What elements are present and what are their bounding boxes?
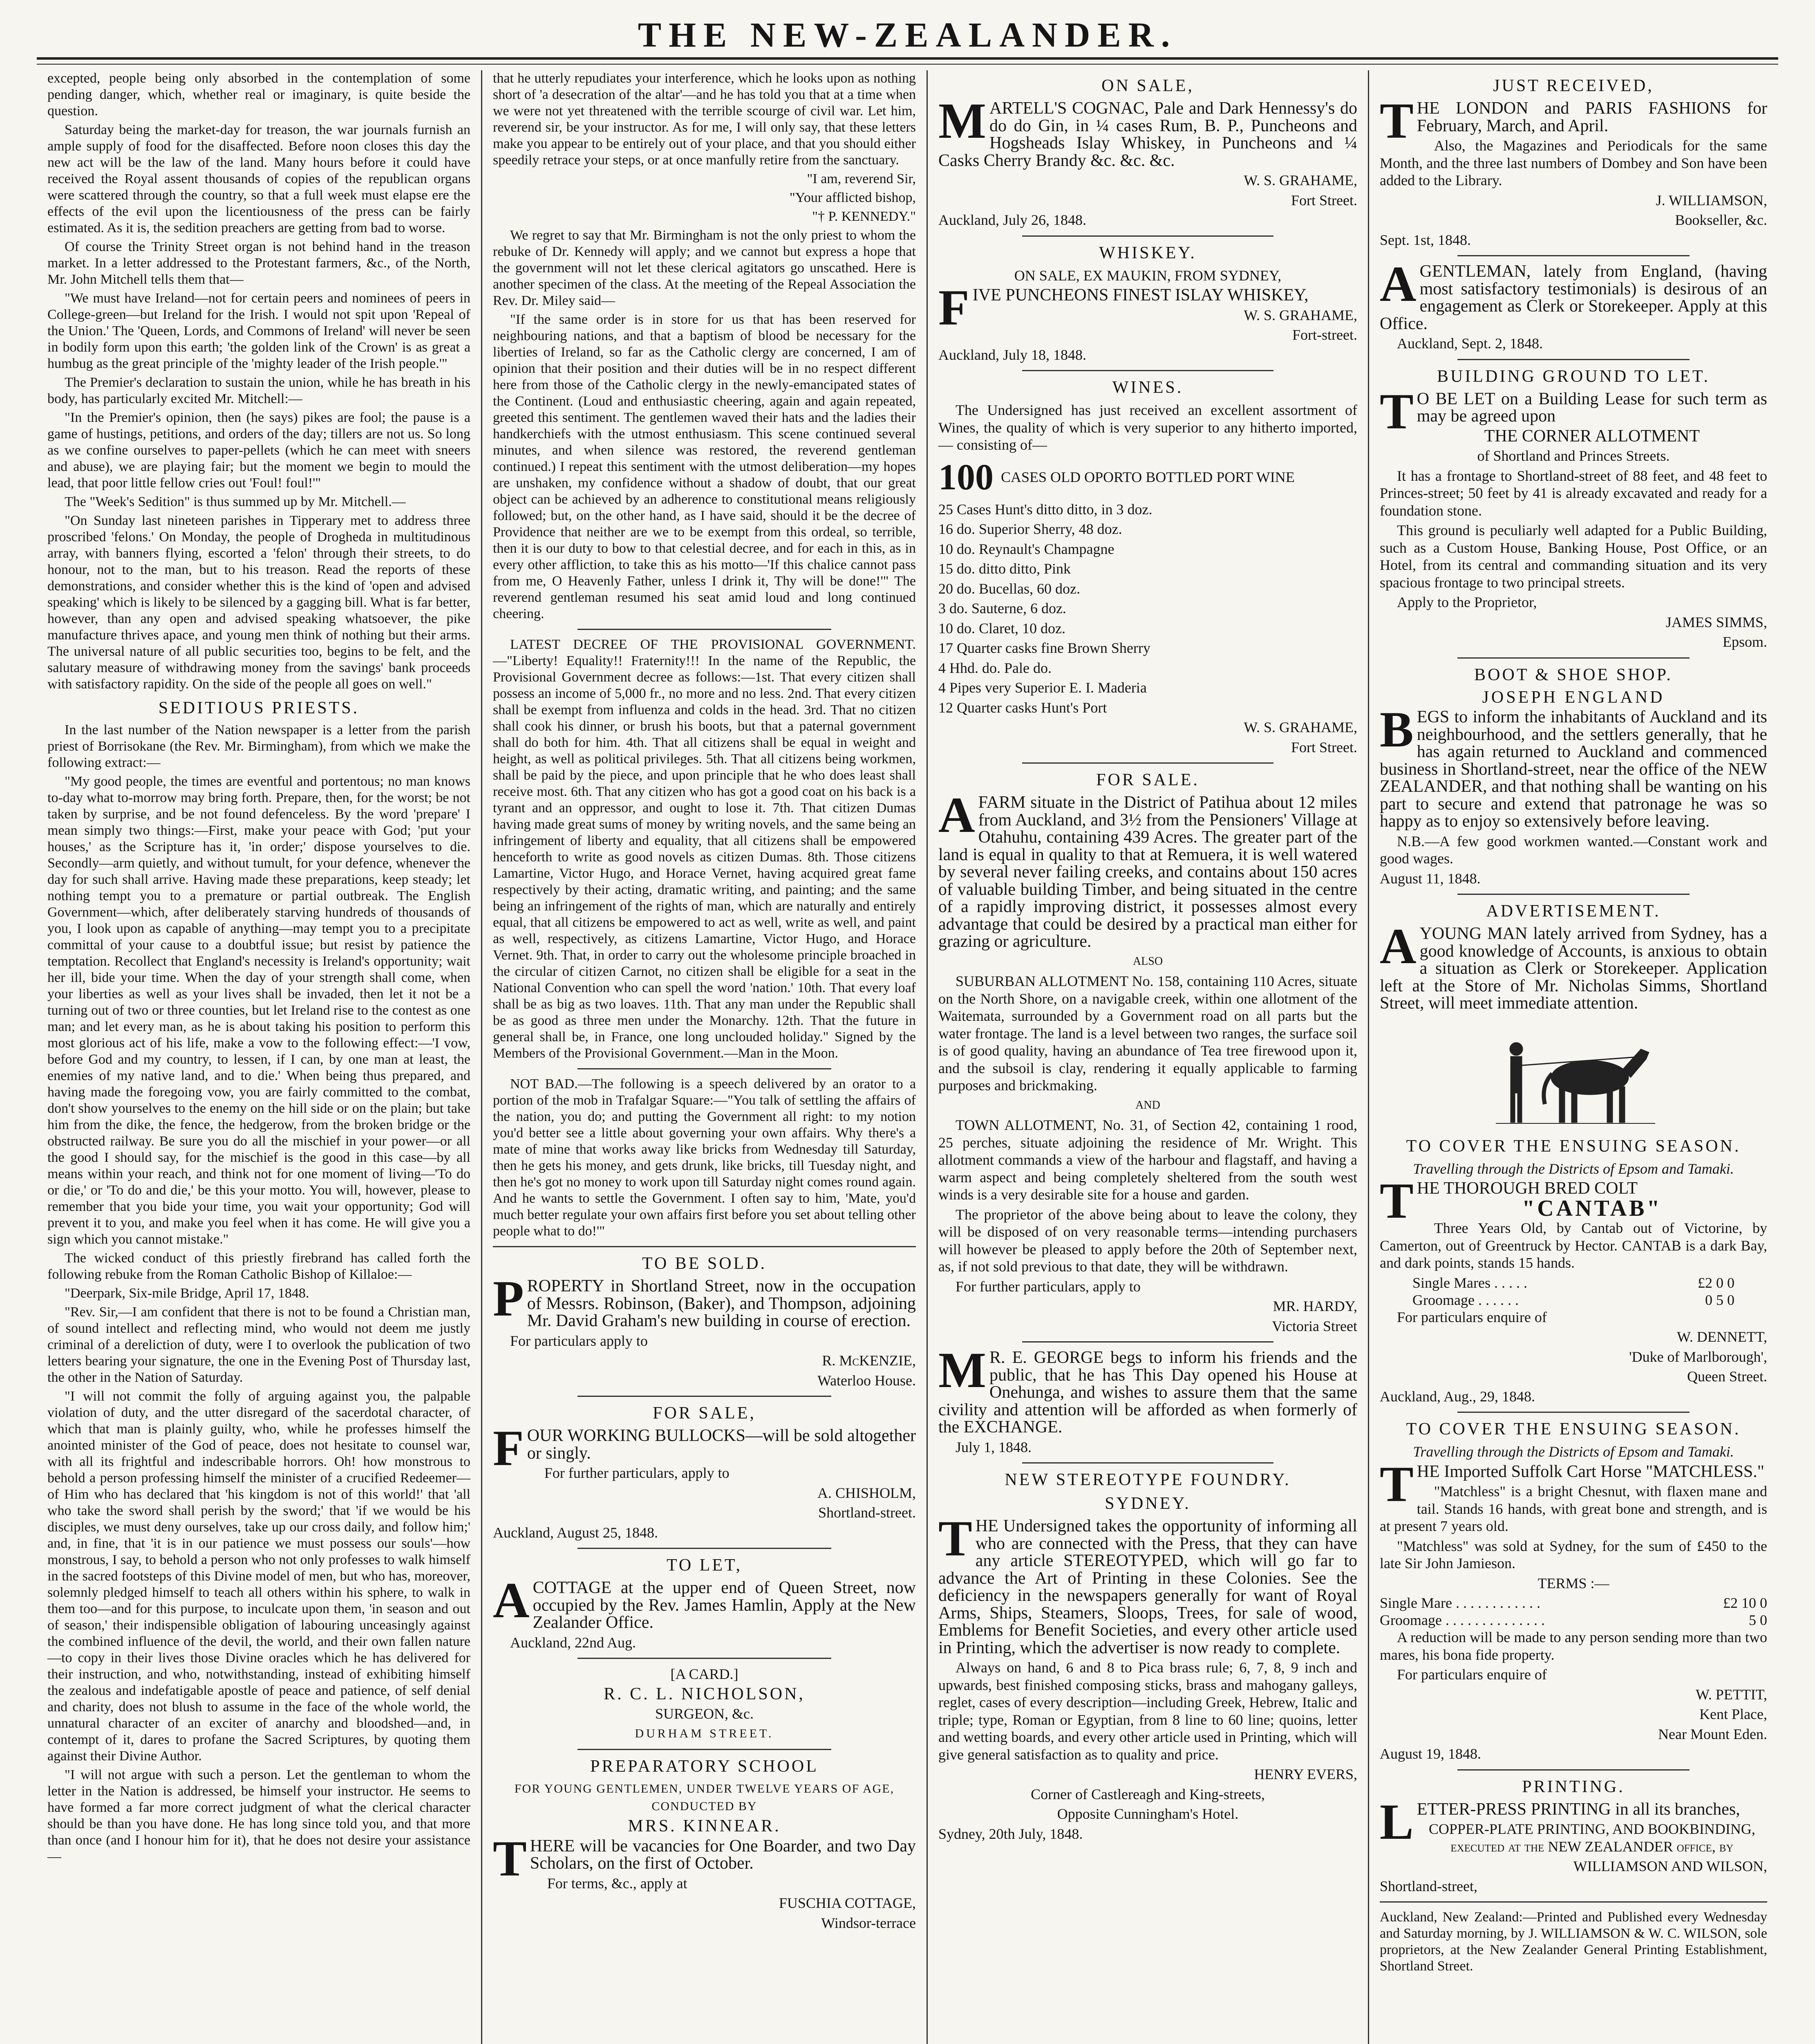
ad-body: The proprietor of the above being about to leave the colony, they will be disposed of on very reasonable terms—intending purchasers will however be pleased to apply before the 20th of September next, as, if not sold previous to that date, they will be withdrawn. <box>938 1206 1357 1275</box>
ad-place: FUSCHIA COTTAGE, <box>779 1895 916 1911</box>
horse-tail-shape <box>1544 1074 1552 1104</box>
ad-body: MARTELL'S COGNAC, Pale and Dark Hennessy's do do do Gin, in ¼ cases Rum, B. P., Puncheons and Hogsheads Islay Whiskey, in Puncheons and ¼ Casks Cherry Brandy &c. &c. &c. <box>938 93 1357 170</box>
ad-heading-stereotype-foundry: NEW STEREOTYPE FOUNDRY. <box>1005 1470 1291 1489</box>
ad-heading-whiskey: WHISKEY. <box>1099 243 1197 262</box>
article-paragraph: In the last number of the Nation newspaper is a letter from the parish priest of Borrisokane (the Rev. Mr. Birmingham), from which we make the following extract:— <box>47 722 470 770</box>
ad-signature: R. McKENZIE, <box>822 1352 916 1369</box>
ad-heading-sydney: SYDNEY. <box>1105 1494 1191 1513</box>
horse-leg-shape <box>1559 1088 1565 1123</box>
fee-row <box>1380 1611 1767 1629</box>
wine-item: 10 do. Reynault's Champagne <box>938 540 1115 557</box>
divider <box>577 1658 831 1659</box>
ad-body: AFARM situate in the District of Patihua about 12 miles from Auckland, and 3½ from the Pensioners' Village at Otahuhu, containing 439 Acres. The greater part of the land is equal in quality to that at Remuera, it is well watered by several never failing creeks, and contains about 150 acres of valuable building Timber, and being situated in the centre of a rapidly improving district, it possesses almost every advantage that could be desired by a practical man either for grazing or agriculture. <box>938 787 1357 951</box>
ad-heading-to-cover-2: TO COVER THE ENSUING SEASON. <box>1406 1420 1741 1439</box>
horse-leg-shape <box>1571 1089 1577 1123</box>
divider <box>1022 1341 1273 1342</box>
ad-place: Queen Street. <box>1687 1368 1767 1385</box>
ad-place: Near Mount Eden. <box>1658 1726 1767 1742</box>
ad-heading-boot-shoe: BOOT & SHOE SHOP. <box>1474 665 1673 684</box>
article-paragraph: "I will not argue with such a person. Let the gentleman to whom the letter in the Nation is addressed, be himself your instructor. He seems to have formed a far more correct judgment of what the clerical character should be than you have done. He has long since told you, and that more than once (and I honour him for it), that he does not desire your assistance— <box>47 1767 470 1864</box>
ad-body: THERE will be vacancies for One Boarder, and two Day Scholars, on the first of October. <box>493 1830 916 1887</box>
wine-item: 4 Pipes very Superior E. I. Maderia <box>938 679 1147 696</box>
article-paragraph: excepted, people being only absorbed in the contemplation of some pending danger, which, whether real or imaginary, is quite beside the question. <box>47 71 470 119</box>
horse-leg-shape <box>1607 1088 1613 1123</box>
divider <box>1022 1462 1273 1464</box>
article-paragraph: "In the Premier's opinion, then (he says) pikes are fool; the pause is a game of hustings, petitions, and orders of the day; tillers are not us. So long as we confine ourselves to paper-pellets (which he can meet with sneers and abuse), we are playing fair; but the moment we begin to mould the lead, that poor little fellow cries out 'Foul! foul!'" <box>47 410 470 491</box>
card-street: DURHAM STREET. <box>635 1726 774 1740</box>
school-name: MRS. KINNEAR. <box>628 1817 781 1836</box>
ad-place: Waterloo House. <box>817 1372 916 1389</box>
divider <box>1457 1412 1690 1413</box>
divider <box>493 1246 916 1247</box>
column-3 <box>928 70 1369 2044</box>
fee-value: £2 10 0 <box>1723 1595 1767 1611</box>
ad-apply: For terms, &c., apply at <box>547 1875 687 1892</box>
wine-item: 20 do. Bucellas, 60 doz. <box>938 580 1080 597</box>
groom-body-shape <box>1511 1056 1522 1093</box>
signoff-line: "Your afflicted bishop, <box>789 190 916 205</box>
ad-signature: A. CHISHOLM, <box>817 1484 916 1501</box>
card-name: R. C. L. NICHOLSON, <box>604 1684 805 1703</box>
ad-heading-just-received: JUST RECEIVED, <box>1493 76 1654 95</box>
printer-imprint: Auckland, New Zealand:—Printed and Published every Wednesday and Saturday morning, by J. WILLIAMSON & W. C. WILSON, sole proprietors, at the New Zealander General Printing Establishment, Shortland Street. <box>1380 1910 1767 1974</box>
ad-sub: COPPER-PLATE PRINTING, AND BOOKBINDING, executed at the NEW ZEALANDER office, by <box>1428 1821 1755 1855</box>
divider <box>1457 255 1690 256</box>
ad-place: Fort Street. <box>1291 739 1357 755</box>
article-paragraph: We regret to say that Mr. Birmingham is not the only priest to whom the rebuke of Dr. Kennedy will apply; and we cannot but express a hope that the government will not let these clerical agitators go unscathed. Here is another specimen of the class. At the meeting of the Repeal Association the Rev. Dr. Miley said— <box>493 228 916 308</box>
ad-body: Always on hand, 6 and 8 to Pica brass rule; 6, 7, 8, 9 inch and upwards, best finished composing sticks, brass and mahogany galleys, reglet, cases of every description—including Greek, Hebrew, Italic and triple; type, Roman or Egyptian, from 8 line to 60 line; quoins, letter and wetting boards, and every other article used in Printing, which will give general satisfaction as to quality and price. <box>938 1659 1357 1763</box>
ad-date: Auckland, August 25, 1848. <box>493 1524 658 1541</box>
wine-lead <box>938 456 1357 498</box>
article-paragraph: "If the same order is in store for us that has been reserved for neighbouring nations, and that a baptism of blood be necessary for the liberties of Ireland, so far as the Catholic clergy are concerned, I am of opinion that their position and their duties will be in no respect different here from those of the Catholic clergy in the newly-emancipated states of the Continent. (Loud and enthusiastic cheering, again and again repeated, greeted this sentiment. The gentlemen waved their hats and the ladies their handkerchiefs with the utmost enthusiasm. This scene continued several minutes, and when silence was restored, the reverend gentleman continued.) I repeat this sentiment with the utmost deliberation—my hopes are unshaken, my confidence without a shadow of doubt, that our great object can be achieved by an adherence to constitutional means religiously followed; but, on the other hand, as I have said, should it be the decree of Providence that neither are we to be exempt from this ordeal, so terrible, then it is our duty to bow to that celestial decree, and for each in this, as in every other affliction, to take this as his motto—'If this chalice cannot pass from me, O Heavenly Father, unless I drink it, Thy will be done!'" The reverend gentleman resumed his seat amid loud and long continued cheering. <box>493 312 916 621</box>
ad-signature: WILLIAMSON AND WILSON, <box>1573 1858 1767 1874</box>
horse-leg-shape <box>1619 1087 1625 1123</box>
ad-sub: Travelling through the Districts of Epsom and Tamaki. <box>1413 1160 1734 1177</box>
ad-sub: THE CORNER ALLOTMENT <box>1484 426 1700 446</box>
ad-place: Fort Street. <box>1291 192 1357 208</box>
divider <box>577 1396 831 1397</box>
divider <box>1457 657 1690 659</box>
ad-date: Sydney, 20th July, 1848. <box>938 1825 1083 1842</box>
ad-body: This ground is peculiarly well adapted for a Public Building, such as a Custom House, Banking House, Post Office, or an Hotel, from its central and commanding situation and its very spacious frontage to two principal streets. <box>1380 522 1767 591</box>
divider <box>1457 1769 1690 1771</box>
ad-body-gentleman: AGENTLEMAN, lately from England, (having most satisfactory testimonials) is desirous of an engagement as Clerk or Storekeeper. Apply at this Office. <box>1380 256 1767 333</box>
ad-body: FOUR WORKING BULLOCKS—will be sold altogether or singly. <box>493 1420 916 1476</box>
divider <box>1380 1901 1767 1903</box>
fee-row <box>1380 1291 1767 1309</box>
ad-body: Also, the Magazines and Periodicals for the same Month, and the three last numbers of Dombey and Son have been added to the Library. <box>1380 137 1767 188</box>
ad-place: Epsom. <box>1722 634 1767 650</box>
column-2 <box>482 70 928 2044</box>
school-sub: FOR YOUNG GENTLEMEN, UNDER TWELVE YEARS OF AGE, CONDUCTED BY <box>514 1782 895 1813</box>
divider <box>577 1068 831 1069</box>
ad-date: Auckland, 22nd Aug. <box>510 1634 636 1651</box>
horse-name-cantab: "CANTAB" <box>1522 1195 1662 1221</box>
article-paragraph: "Rev. Sir,—I am confident that there is not to be found a Christian man, of sound intellect and reflecting mind, who would not deem me justly criminal of a dereliction of duty, were I to overlook the publication of two letters bearing your signature, the one in the Evening Post of Thursday last, the other in the Nation of Saturday. <box>47 1304 470 1385</box>
ad-apply: For particulars apply to <box>510 1332 648 1349</box>
ad-body: THE Undersigned takes the opportunity of informing all who are connected with the Press, that they can have any article STEREOTYPED, which will go far to advance the Art of Printing in these Colonies. See the deficiency in the newspapers generally for want of Royal Arms, Ships, Steamers, Sloops, Trees, for sale of wood, Emblems for Benefit Societies, and every other article used in Printing, which the advertiser is now ready to complete. <box>938 1511 1357 1657</box>
ad-body: TO BE LET on a Building Lease for such term as may be agreed upon <box>1380 383 1767 439</box>
signoff-name: "† P. KENNEDY." <box>812 209 916 224</box>
divider <box>1022 762 1273 764</box>
ad-apply: For particulars enquire of <box>1397 1666 1547 1683</box>
ad-body: BEGS to inform the inhabitants of Auckland and its neighbourhood, and the settlers generally, that he has again returned to Auckland and commenced business in Shortland-street, near the office of the NEW ZEALANDER, and that nothing shall be wanting on his part to secure and extend that patronage he was so happy as to enjoy so extensively before leaving. <box>1380 702 1767 831</box>
wine-item: 16 do. Superior Sherry, 48 doz. <box>938 521 1122 537</box>
ad-apply: For further particulars, apply to <box>544 1465 730 1481</box>
ad-date: Auckland, Sept. 2, 1848. <box>1397 335 1543 352</box>
ad-heading-for-sale: FOR SALE, <box>653 1404 756 1423</box>
ad-date: August 19, 1848. <box>1380 1746 1482 1762</box>
article-paragraph: "On Sunday last nineteen parishes in Tipperary met to address three proscribed 'felons.' On Monday, the people of Drogheda in multitudinous array, with banners flying, escorted a 'felon' through their streets, to do honour, not to the man, but to his treason. Read the reports of these demonstrations, and consider whether this is the kind of 'open and advised speaking' which is likely to be silenced by a gagging bill. What is far better, however, than any open and advised speaking whatsoever, the pike manufacture thrives apace, and young men think of nothing but their arms. The universal nature of all public securities too, begins to be felt, and the salutary measure of withdrawing money from the savings' bank proceeds with satisfactory rapidity. On the side of the people all goes on well." <box>47 513 470 692</box>
ad-heading-to-let: TO LET, <box>666 1556 743 1575</box>
ad-nb: N.B.—A few good workmen wanted.—Constant work and good wages. <box>1380 833 1767 867</box>
fee-label: Groomage . . . . . . . . . . . . . . <box>1380 1612 1545 1628</box>
ad-place: 'Duke of Marlborough', <box>1629 1348 1767 1365</box>
ad-signature: W. DENNETT, <box>1677 1329 1767 1345</box>
ad-body: SUBURBAN ALLOTMENT No. 158, containing 110 Acres, situate on the North Shore, on a navigable creek, within one allotment of the Waitemata, surrounded by a Government road on all parts but the water frontage. The land is a level between two ranges, the surface soil is of good quality, having an abundance of Tea tree firewood upon it, and the subsoil is clay, rendering it equally applicable to farming purposes and brickmaking. <box>938 973 1357 1094</box>
ad-place: Kent Place, <box>1699 1706 1767 1722</box>
wine-item: 25 Cases Hunt's ditto ditto, in 3 doz. <box>938 501 1153 518</box>
divider <box>1457 894 1690 895</box>
ad-and: AND <box>1135 1098 1160 1112</box>
ad-heading-to-cover-1: TO COVER THE ENSUING SEASON. <box>1406 1136 1741 1156</box>
ad-date: Auckland, July 26, 1848. <box>938 212 1086 228</box>
ad-place: Shortland-street. <box>818 1504 916 1521</box>
ad-signature: HENRY EVERS, <box>1254 1766 1357 1782</box>
ad-body-george: MR. E. GEORGE begs to inform his friends and the public, that he has This Day opened his House at Onehunga, and wishes to assure them that the same civility and attention will be afforded as when formerly of the EXCHANGE. <box>938 1342 1357 1437</box>
ad-body: "Matchless" was sold at Sydney, for the sum of £450 to the late Sir John Jamieson. <box>1380 1537 1767 1571</box>
divider <box>577 1548 831 1549</box>
ad-place: Windsor-terrace <box>821 1914 916 1931</box>
groom-leg-shape <box>1517 1093 1522 1123</box>
ad-date: August 11, 1848. <box>1380 870 1481 887</box>
ad-signature: W. S. GRAHAME, <box>1244 172 1357 188</box>
article-paragraph: The Premier's declaration to sustain the union, while he has breath in his body, has particularly excited Mr. Mitchell:— <box>47 375 470 406</box>
ad-signature: MR. HARDY, <box>1273 1298 1357 1314</box>
section-heading-seditious-priests: SEDITIOUS PRIESTS. <box>158 699 360 717</box>
ad-body: "Matchless" is a bright Chesnut, with flaxen mane and tail. Stands 16 hands, with great bone and strength, and is at present 7 years old. <box>1380 1483 1767 1534</box>
ad-apply: Apply to the Proprietor, <box>1397 594 1537 610</box>
ad-name: JOSEPH ENGLAND <box>1482 688 1665 707</box>
ad-signature: W. PETTIT, <box>1696 1686 1767 1703</box>
wine-lead-text: CASES OLD OPORTO BOTTLED PORT WINE <box>1001 469 1295 485</box>
groom-head-shape <box>1510 1042 1523 1056</box>
ad-sub: Travelling through the Districts of Epsom and Tamaki. <box>1413 1443 1734 1460</box>
article-paragraph: The wicked conduct of this priestly firebrand has called forth the following rebuke from the Roman Catholic Bishop of Killaloe:— <box>47 1251 470 1282</box>
ad-body: Three Years Old, by Cantab out of Victorine, by Camerton, out of Greentruck by Hector. CANTAB is a dark Bay, and dark points, stands 15 hands. <box>1380 1220 1767 1271</box>
ad-heading-preparatory-school: PREPARATORY SCHOOL <box>590 1757 819 1776</box>
ad-also: ALSO <box>1132 955 1163 968</box>
ad-signature: W. S. GRAHAME, <box>1244 719 1357 735</box>
divider <box>1022 235 1273 237</box>
divider <box>577 629 831 630</box>
ad-body: PROPERTY in Shortland Street, now in the occupation of Messrs. Robinson, (Baker), and Thompson, adjoining Mr. David Graham's new building in course of erection. <box>493 1271 916 1330</box>
article-paragraph: Saturday being the market-day for treason, the war journals furnish an ample supply of food for the disaffected. Before noon closes this day the new act will be the law of the land. Many hours before it could have received the Royal assent thousands of copies of the republican organs were scattered through the country, so that a full week must elapse ere the effects of the evil upon the licentiousness of the press can be fairly estimated. As it is, the sedition preachers are getting from bad to worse. <box>47 122 470 235</box>
fee-value: £2 0 0 <box>1698 1274 1734 1291</box>
ad-body: THE LONDON and PARIS FASHIONS for February, March, and April. <box>1380 93 1767 149</box>
horse-and-groom-illustration <box>1488 1020 1659 1131</box>
divider <box>1022 370 1273 371</box>
column-1 <box>37 70 482 2044</box>
ad-address: Corner of Castlereagh and King-streets, <box>1031 1786 1265 1802</box>
ad-date: Auckland, July 18, 1848. <box>938 346 1086 363</box>
ad-body: THE THOROUGH BRED COLT <box>1380 1173 1638 1229</box>
article-paragraph: "I will not commit the folly of arguing against you, the palpable violation of duty, and the utter disregard of the sacerdotal character, of which that man is plainly guilty, who, while he professes himself the anointed minister of the God of peace, does not hesitate to counsel war, with all its frightful and indescribable horrors. Oh! how monstrous to behold a person professing himself the minister of a crucified Redeemer—of Him who has declared that 'his kingdom is not of this world!' that 'all who take the sword shall perish by the sword;' that 'if we would be his disciples, we must deny ourselves, take up our cross daily, and follow him;' and, in fine, that 'it is in our patience we must possess our souls'—how monstrous, I say, to behold a person who not only professes to walk himself in the sacred footsteps of this Divine model of men, but who has, moreover, solemnly pledged himself to teach all others within his sphere, to walk in them too—and for this purpose, to inculcate upon them, 'in season and out of season,' their indispensible obligation of labouring unceasingly against the combined influence of the devil, the world, and their own fallen nature—to copy in their lives those Divine oracles which he has delivered for their instruction, and who, notwithstanding, instead of exhibiting himself the zealous and indefatigable apostle of peace and patience, of self denial and charity, does not blush to assume in the face of the whole world, the unnatural character of an exciter of anarchy and bloodshed—and, in contempt of it, dares to profane the Sacred Scriptures, by quoting them against their Divine Author. <box>47 1389 470 1764</box>
ad-heading-on-sale: ON SALE, <box>1101 76 1194 95</box>
ad-body: FIVE PUNCHEONS FINEST ISLAY WHISKEY, <box>938 280 1309 336</box>
ad-terms: TERMS :— <box>1537 1575 1609 1591</box>
card-tag: [A CARD.] <box>670 1666 739 1682</box>
fee-label: Groomage . . . . . . <box>1412 1291 1519 1308</box>
wine-lead-number: 100 <box>938 457 994 498</box>
signoff-line: "I am, reverend Sir, <box>807 171 916 186</box>
wine-item: 12 Quarter casks Hunt's Port <box>938 699 1107 716</box>
article-paragraph: "My good people, the times are eventful and portentous; no man knows to-day what to-morrow may bring forth. Prepare, then, for the worst; be not taken by surprise, and be not found defenceless. By the word 'prepare' I mean simply two things:—First, make your peace with God; 'put your houses,' as the Scripture has it, 'in order;' dispose yourselves to die. Secondly—arm quietly, and without tumult, for your defence, whenever the day for such shall arrive. Having made these preparations, keep steady; let nothing tempt you to a premature or partial outbreak. The English Government—which, after deliberately starving hundreds of thousands of you, I look upon as capable of anything—may tempt you to a precipitate committal of your cause to a doubtful issue; but resist by patience the temptation. Recollect that England's necessity is Ireland's opportunity; wait her ill, bide your time. When the day of your strength shall come, when your liberties as well as your lives shall be invaded, then let it not be a turning out of two or three counties, but let Ireland rise to the contest as one man; and let every man, as he is about taking his position to perform this most glorious act of his life, make a vow to the following effect:—'I vow, before God and my country, to lessen, if I can, by one man at least, the enemies of my native land, and to die.' When being thus prepared, and having made the foregoing vow, you are fairly committed to the combat, don't show yourselves to the enemy on the hill side or on the plain; but take him from the dike, the fence, the hedgerow, from the broken bridge or the obstructed railway. Be sure you do all the mischief in your power—or all the good I should say, for the mischief is the good in this case—by all means within your reach, and think not for one moment of living—'To do or die,' or 'To do and die,' be this your motto. You will, however, please to remember that you bide your time, you wait your opportunity; God will prevent it to you, and make you feel when it has come. He will give you a sign which you cannot mistake." <box>47 774 470 1247</box>
fee-value: 0 5 0 <box>1705 1291 1734 1308</box>
article-paragraph: that he utterly repudiates your interference, which he looks upon as nothing short of 'a desecration of the altar'—and he has told you that at a time when we were not yet threatened with the terrible scourge of civil war. Let him, reverend sir, be your instructor. As for me, I will only say, that these letters make you appear to be entirely out of your place, and that you should either speedily retrace your steps, or at once manfully retire from the sanctuary. <box>493 71 916 168</box>
divider <box>577 1749 831 1750</box>
ad-body: The Undersigned has just received an excellent assortment of Wines, the quality of which is very superior to any hitherto imported,— consisting of— <box>938 402 1357 453</box>
ad-heading-wines: WINES. <box>1112 378 1184 397</box>
horse-neck-shape <box>1623 1049 1649 1078</box>
ad-date: Auckland, Aug., 29, 1848. <box>1380 1388 1535 1405</box>
wine-item: 15 do. ditto ditto, Pink <box>938 560 1071 577</box>
ad-address: Opposite Cunningham's Hotel. <box>1057 1806 1239 1822</box>
ad-heading-building-ground: BUILDING GROUND TO LET. <box>1437 367 1710 386</box>
article-paragraph: The "Week's Sedition" is thus summed up by Mr. Mitchell.— <box>65 494 406 509</box>
fee-value: 5 0 <box>1749 1612 1767 1628</box>
wine-item: 4 Hhd. do. Pale do. <box>938 659 1052 676</box>
ad-heading-to-be-sold: TO BE SOLD. <box>642 1254 767 1273</box>
fee-label: Single Mares . . . . . <box>1412 1274 1527 1291</box>
masthead-title: THE NEW-ZEALANDER. <box>638 15 1177 54</box>
not-bad-paragraph: NOT BAD.—The following is a speech delivered by an orator to a portion of the mob in Trafalgar Square:—"You talk of settling the affairs of the nation, you do; and putting the Government all right: to my notion you'd better see a little about governing your own affairs. Why there's a mate of mine that works away like bricks from Wednesday till Saturday, then he gets his money, and gets drunk, like bricks, till Tuesday night, and then he's got no money to work upon till Saturday night comes round again. And he wants to settle the Government. I often say to him, 'Mate, you'd much better regulate your own affairs first before you set about telling other people what to do!'" <box>493 1076 916 1239</box>
groom-leg-shape <box>1511 1093 1515 1123</box>
ad-signature: JAMES SIMMS, <box>1665 614 1767 630</box>
ad-body: TOWN ALLOTMENT, No. 31, of Section 42, containing 1 rood, 25 perches, situate adjoining the residence of Mr. Wright. This allotment commands a view of the harbour and flagstaff, and having a warm aspect and being completely sheltered from the south west winds is a very desirable site for a house and garden. <box>938 1117 1357 1203</box>
ad-body: THE Imported Suffolk Cart Horse "MATCHLESS." <box>1380 1456 1764 1512</box>
fee-row <box>1380 1274 1767 1291</box>
wine-item: 10 do. Claret, 10 doz. <box>938 620 1065 637</box>
divider <box>1457 359 1690 360</box>
ad-date: July 1, 1848. <box>956 1439 1032 1455</box>
ad-place: Shortland-street, <box>1380 1878 1477 1894</box>
ad-role: Bookseller, &c. <box>1675 212 1767 228</box>
ad-heading-for-sale-farm: FOR SALE. <box>1096 771 1200 789</box>
ad-body: AYOUNG MAN lately arrived from Sydney, has a good knowledge of Accounts, is anxious to obtain a situation as Clerk or Storekeeper. Application left at the Store of Mr. Nicholas Simms, Shortland Street, will meet immediate attention. <box>1380 918 1767 1013</box>
ad-place: Fort-street. <box>1292 327 1357 343</box>
ad-sub: ON SALE, EX MAUKIN, FROM SYDNEY, <box>1014 267 1282 284</box>
wine-item: 17 Quarter casks fine Brown Sherry <box>938 640 1150 656</box>
ad-heading-advertisement: ADVERTISEMENT. <box>1486 902 1661 921</box>
fee-label: Single Mare . . . . . . . . . . . . <box>1380 1595 1540 1611</box>
ad-body: LETTER-PRESS PRINTING in all its branches, <box>1380 1793 1740 1850</box>
masthead-rule <box>37 57 1778 65</box>
wine-item: 3 do. Sauterne, 6 doz. <box>938 600 1066 616</box>
columns <box>37 70 1778 2044</box>
ad-signature: W. S. GRAHAME, <box>1244 307 1357 323</box>
ad-heading-printing: PRINTING. <box>1522 1777 1625 1796</box>
article-paragraph: "We must have Ireland—not for certain peers and nominees of peers in College-green—but Ireland for the Irish. I would not spit upon 'Repeal of the Union.' The 'Queen, Lords, and Commons of Ireland' will never be seen in bodily form upon this earth; 'the golden link of the Crown' is as great a humbug as the great principle of the 'mighty leader of the Irish people.'" <box>47 291 470 371</box>
ad-body: It has a frontage to Shortland-street of 88 feet, and 48 feet to Princes-street; 50 feet by 41 is already excavated and ready for a foundation stone. <box>1380 467 1767 519</box>
column-4 <box>1369 70 1778 2044</box>
decree-paragraph: LATEST DECREE OF THE PROVISIONAL GOVERNMENT.—"Liberty! Equality!! Fraternity!!! In the name of the Republic, the Provisional Government decree as follows:—1st. That every citizen shall possess an income of 5,000 fr., no more and no less. 2nd. That every citizen shall be exempt from influenza and colds in the head. 3rd. That no citizen shall cook his dinner, or brush his boots, but that a paternal government shall do both for him. 4th. That all citizens shall be equal in weight and height, as well as political privileges. 5th. That all citizens being workmen, shall be paid by the piece, and upon principle that he who does least shall receive most. 6th. That any citizen who has got a good coat on his back is a tyrant and an oppressor, and ought to lose it. 7th. That citizen Dumas having made great sums of money by writing novels, and the same being an infringement of liberty and equality, that all citizens shall be empowered henceforth to write as good novels as citizen Dumas. 8th. Those citizens Lamartine, Victor Hugo, and Horace Vernet, having acquired great fame respectively by their acting, dramatic writing, and painting; and the same being an infringement of the rights of man, which are naturally and entirely equal, that all citizens be empowered to act as well, write as well, and paint as well, respectively, as citizens Lamartine, Victor Hugo, and Horace Vernet. 9th. That, in order to carry out the wholesome principle broached in the circular of citizen Carnot, no citizen shall be eligible for a seat in the National Convention who can spell the word 'nation.' 10th. That every loaf shall be as big as two loaves. 11th. That any man under the Republic shall be as good as three men under the Monarchy. 12th. That the future in general shall be, in France, one long unclouded holiday." Signed by the Members of the Provisional Government.—Man in the Moon. <box>493 637 916 1061</box>
article-paragraph: "Deerpark, Six-mile Bridge, April 17, 1848. <box>65 1286 309 1301</box>
card-title: SURGEON, &c. <box>655 1706 754 1722</box>
ad-sub: of Shortland and Princes Streets. <box>1477 448 1670 464</box>
ad-place: Victoria Street <box>1272 1318 1357 1334</box>
ad-signature: J. WILLIAMSON, <box>1656 192 1767 208</box>
ad-date: Sept. 1st, 1848. <box>1380 231 1471 248</box>
ad-body: A reduction will be made to any person sending more than two mares, his bona fide property. <box>1380 1629 1767 1663</box>
article-paragraph: Of course the Trinity Street organ is not behind hand in the treason market. In a letter addressed to the Protestant farmers, &c., of the North, Mr. John Mitchell tells them that— <box>47 239 470 287</box>
fee-row <box>1380 1594 1767 1611</box>
ad-apply: For particulars enquire of <box>1397 1309 1547 1325</box>
ad-apply: For further particulars, apply to <box>956 1278 1141 1295</box>
ad-body: ACOTTAGE at the upper end of Queen Street, now occupied by the Rev. James Hamlin, Apply at the New Zealander Office. <box>493 1572 916 1632</box>
